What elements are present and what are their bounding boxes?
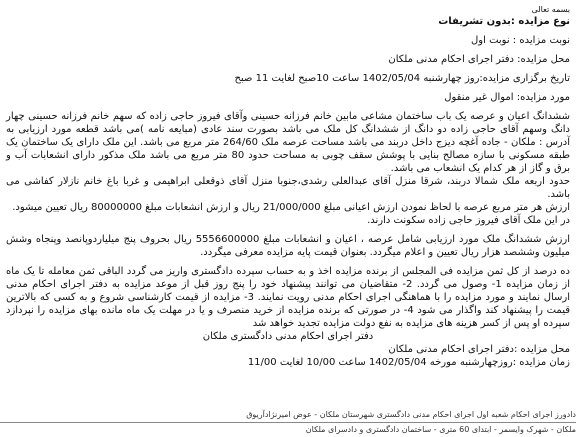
auction-type: نوع مزایده :بدون تشریفات xyxy=(438,16,570,27)
auction-location: محل مزایده: دفتر اجرای احکام مدنی ملکان xyxy=(388,54,570,65)
footer-divider xyxy=(0,422,576,423)
signature-place: محل مزایده :دفتر اجرای احکام مدنی ملکان xyxy=(388,344,570,355)
auction-datetime: تاریخ برگزاری مزایده:روز چهارشنبه 1402/05/04 ساعت 10صبح لغایت 11 صبح xyxy=(234,73,570,84)
footer-officer: دادورز اجرای احکام شعبه اول اجرای احکام مدنی دادگستری شهرستان ملکان - عوض امیرنژادآریوق xyxy=(246,410,576,419)
issuing-office: دفتر اجرای احکام مدنی دادگستری ملکان xyxy=(202,331,374,342)
footer-address: ملکان - شهرک وایسمر - ابتدای 60 متری - ساختمان دادگستری و دادسرای ملکان xyxy=(305,425,576,434)
auction-notice xyxy=(6,4,570,437)
property-description: ششدانگ اعیان و عرصه یک باب ساختمان مشاعی مابین خانم فرزانه حسینی وآقای فیروز حاجی زاده که سهم خانم فرزانه حسینی چهار دانگ وسهم آقای حاجی زاده دو دانگ از ششدانگ کل ملک می باشد بصورت سند عادی (مبایعه نامه )می باشد قطعه مورد ارزیابی به آدرس : ملکان - جاده آغچه دیزج داخل دربند می باشد مساحت عرصه ملک 264/60 متر مربع می باشد. این ملک دارای یک ساختمان یک طبقه مسکونی با سازه مصالح بنایی با پوشش سقف چوبی به مساحت حدود 80 متر مربع می باشد ملک مذکور دارای انشعابات آب و برق و گاز از هر کدام یک انشعاب می باشد. xyxy=(6,111,571,174)
auction-terms: ده درصد از کل ثمن مزایده فی المجلس از برنده مزایده اخذ و به حساب سپرده دادگستری واریز می گردد الباقی ثمن معامله تا یک ماه از زمان مزایده 1- وصول می گردد. 2- متقاضیان می توانند پیشنهاد خود را پنج روز قبل از موعد مزایده به دفتر اجرای احکام مدنی ارسال نمایند و مورد مزایده را با هماهنگی اجرای احکام مدنی رویت نمایند. 3- مزایده از قیمت کارشناسی شروع و به کسی که بالاترین قیمت را پیشنهاد کند واگذار می شود 4- در صورتی که برنده مزایده از خرید منصرف و یا در مهلت یک ماه مانده بهای مزایده را نپردازد سپرده او پس از کسر هزینه های مزایده به نفع دولت مزایده تجدید خواهد شد xyxy=(6,266,571,329)
resident-note: در این ملک آقای فیروز حاجی زاده سکونت دارند. xyxy=(367,215,570,226)
signature-time: زمان مزایده :روزچهارشنبه مورخه 1402/05/04 ساعت 10/00 لغایت 11/00 xyxy=(247,357,570,368)
property-boundaries: حدود اربعه ملک شمالا دربند، شرقا منزل آقای عبدالعلی رشدی،جنوبا منزل آقای ذوقعلی ابراهیمی و غربا باغ خانم نازلار کفاشی می باشد. xyxy=(6,176,570,200)
unit-value: ارزش هر متر مربع عرصه با لحاظ نمودن ارزش اعیانی مبلغ 21/000/000 ریال و ارزش انشعابات مبلغ 80000000 ریال تعیین میشود. xyxy=(12,202,570,213)
auction-round: نوبت مزایده : نوبت اول xyxy=(471,35,570,46)
bismillah-heading: بسمه تعالی xyxy=(531,5,570,14)
total-value: ارزش ششدانگ ملک مورد ارزیابی شامل عرصه ، اعیان و انشعابات مبلغ 5556600000 ریال بحروف پنج میلیاردوپانصد وپنجاه وشش میلیون وششصد هزار ریال تعیین و اعلام میگردد. بعنوان قیمت پایه مزایده معرفی میگردد. xyxy=(6,234,570,258)
auction-subject: مورد مزایده: اموال غیر منقول xyxy=(444,92,570,103)
